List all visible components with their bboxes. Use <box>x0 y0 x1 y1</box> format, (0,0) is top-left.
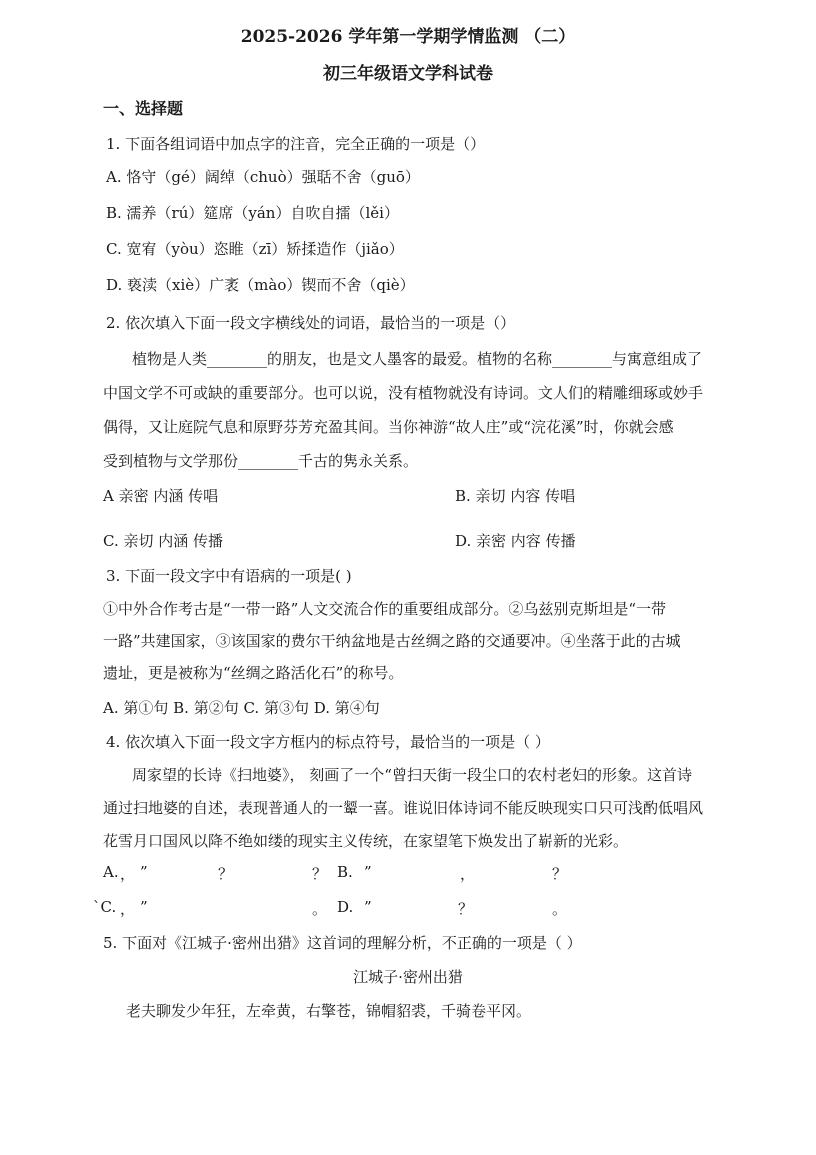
question-4-option-a-mark: ” <box>140 863 148 881</box>
question-3-passage-line: ①中外合作考古是“一带一路”人文交流合作的重要组成部分。②乌兹别克斯坦是“一带 <box>103 600 667 618</box>
question-4-option-c-label: `C. <box>93 898 117 916</box>
question-4-option-d-mark: 。 <box>552 900 568 918</box>
question-2-passage-line: 受到植物与文学那份________千古的隽永关系。 <box>103 452 419 470</box>
question-3-stem: 3. 下面一段文字中有语病的一项是( ) <box>106 567 352 585</box>
poem-title: 江城子·密州出猎 <box>353 968 463 986</box>
question-3-passage-line: 遗址，更是被称为“丝绸之路活化石”的称号。 <box>103 664 404 682</box>
question-1-option-d: D. 亵渎（xiè）广袤（mào）锲而不舍（qiè） <box>106 276 415 294</box>
question-4-stem: 4. 依次填入下面一段文字方框内的标点符号，最恰当的一项是（ ） <box>106 733 550 751</box>
question-4-option-b-mark: ， <box>460 865 476 883</box>
question-2-stem: 2. 依次填入下面一段文字横线处的词语，最恰当的一项是（） <box>106 314 516 332</box>
exam-title: 2025-2026 学年第一学期学情监测 （二） <box>240 27 576 47</box>
question-4-option-a-label: A. <box>103 863 119 881</box>
question-2-option-c: C. 亲切 内涵 传播 <box>103 532 224 550</box>
question-4-option-a-mark: ？ <box>218 865 234 883</box>
question-4-option-d-label: D. <box>337 898 354 916</box>
section-heading: 一、选择题 <box>103 99 184 118</box>
question-4-option-b-label: B. <box>337 863 353 881</box>
question-3-options: A. 第①句 B. 第②句 C. 第③句 D. 第④句 <box>103 699 380 717</box>
question-4-passage-line: 周家望的长诗《扫地婆》， 刻画了一个“曾扫天街一段尘口的农村老妇的形象。这首诗 <box>132 766 692 784</box>
question-1-option-c: C. 宽宥（yòu）恣睢（zī）矫揉造作（jiǎo） <box>106 240 404 258</box>
question-2-option-d: D. 亲密 内容 传播 <box>455 532 576 550</box>
question-3-passage-line: 一路”共建国家，③该国家的费尔干纳盆地是古丝绸之路的交通要冲。④坐落于此的古城 <box>103 632 681 650</box>
question-4-option-c-mark: ” <box>140 898 148 916</box>
question-2-passage-line: 中国文学不可或缺的重要部分。也可以说，没有植物就没有诗词。文人们的精雕细琢或妙手 <box>103 384 704 402</box>
question-4-option-a-mark: ， <box>120 865 136 883</box>
question-4-option-c-mark: ， <box>120 900 136 918</box>
question-1-option-a: A. 恪守（gé）阔绰（chuò）强聒不舍（guō） <box>106 168 420 186</box>
question-4-option-a-mark: ？ <box>312 865 328 883</box>
question-4-passage-line: 通过扫地婆的自述，表现普通人的一颦一喜。谁说旧体诗词不能反映现实口只可浅酌低唱风 <box>103 799 704 817</box>
question-2-passage-line: 偶得，又让庭院气息和原野芬芳充盈其间。当你神游“故人庄”或“浣花溪”时，你就会感 <box>103 418 674 436</box>
question-4-option-d-mark: ” <box>364 898 372 916</box>
question-4-option-b-mark: ？ <box>552 865 568 883</box>
question-4-option-c-mark: 。 <box>312 900 328 918</box>
question-5-stem: 5. 下面对《江城子·密州出猎》这首词的理解分析，不正确的一项是（ ） <box>103 934 582 952</box>
question-1-stem: 1. 下面各组词语中加点字的注音，完全正确的一项是（） <box>106 135 486 153</box>
poem-line: 老夫聊发少年狂，左牵黄，右擎苍，锦帽貂裘，千骑卷平冈。 <box>126 1002 532 1020</box>
exam-subtitle: 初三年级语文学科试卷 <box>323 64 493 84</box>
question-2-option-a: A 亲密 内涵 传唱 <box>103 487 219 505</box>
question-4-option-d-mark: ？ <box>458 900 474 918</box>
question-2-option-b: B. 亲切 内容 传唱 <box>455 487 576 505</box>
question-4-option-b-mark: ” <box>364 863 372 881</box>
question-2-passage-line: 植物是人类________的朋友，也是文人墨客的最爱。植物的名称________与寓意组成了 <box>132 350 703 368</box>
question-1-option-b: B. 濡养（rú）筵席（yán）自吹自擂（lěi） <box>106 204 399 222</box>
question-4-passage-line: 花雪月口国风以降不绝如缕的现实主义传统，在家望笔下焕发出了崭新的光彩。 <box>103 832 629 850</box>
